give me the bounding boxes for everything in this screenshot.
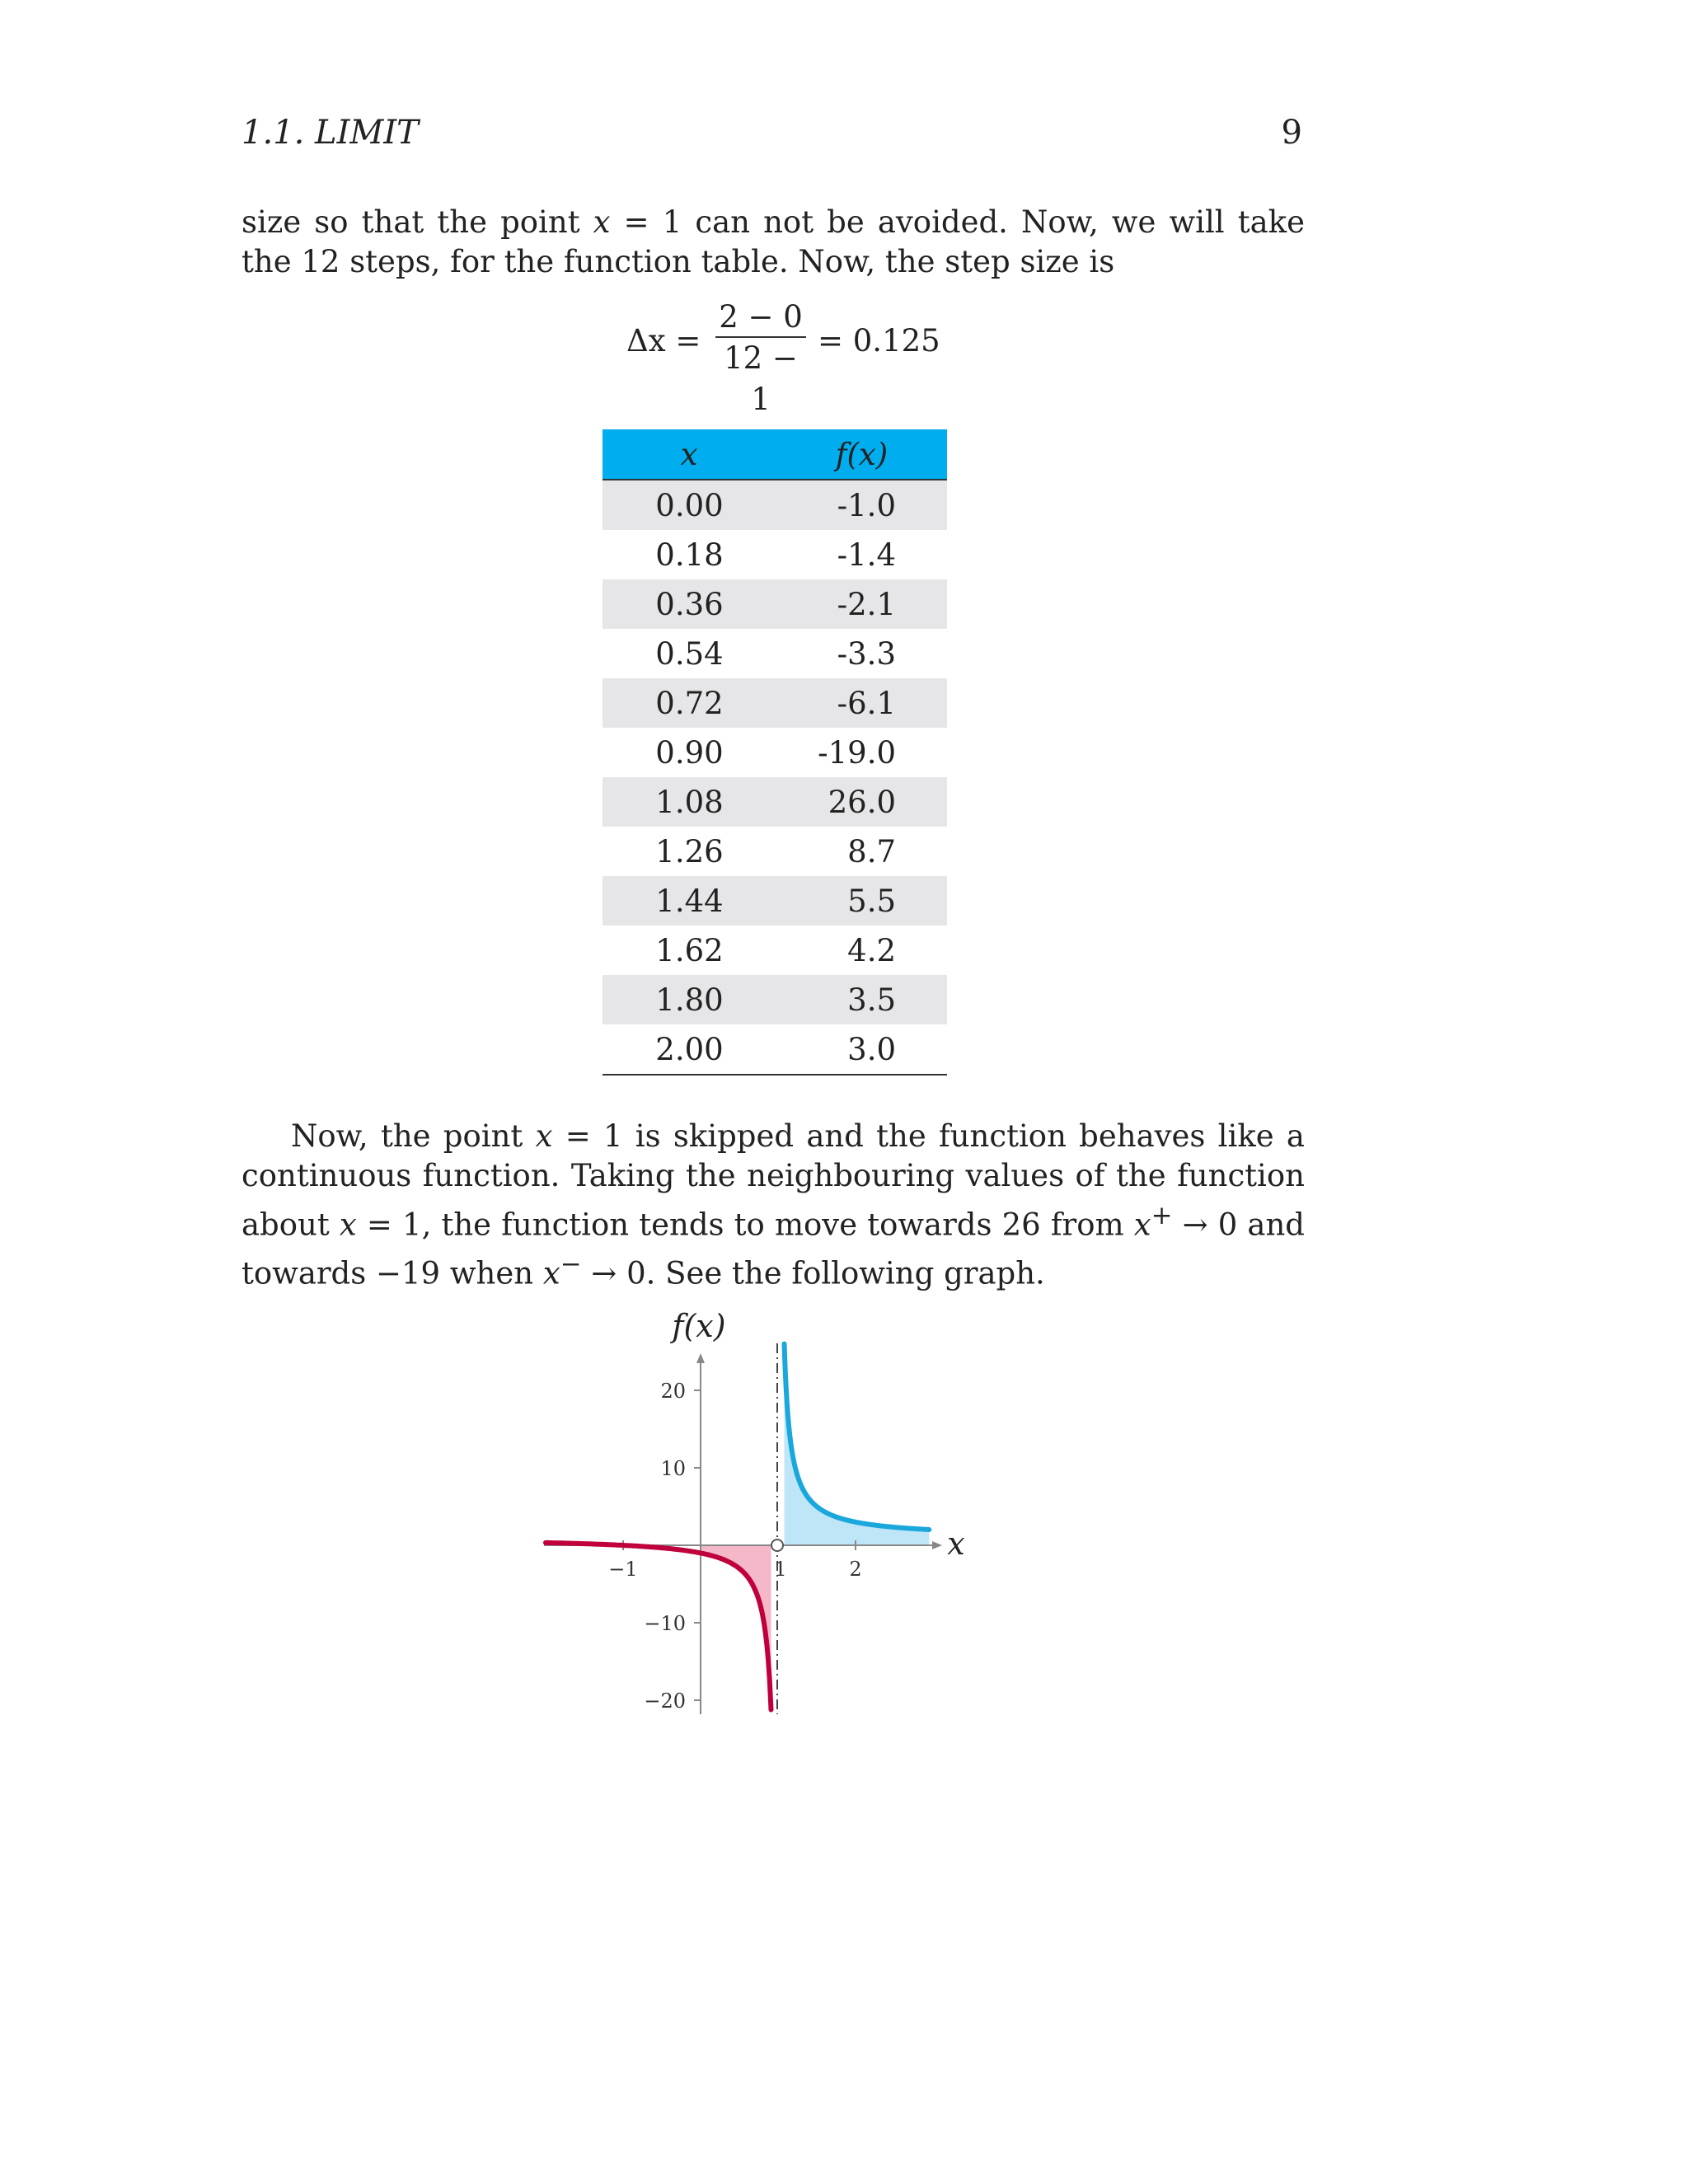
paragraph-step-size: size so that the point x = 1 can not be avoided. Now, we will take the 12 steps, for the function table. Now, the step size is	[241, 204, 1305, 279]
table-header-x: x	[603, 429, 776, 480]
cell-fx: 5.5	[776, 876, 947, 926]
table-row	[603, 975, 947, 1024]
function-table	[603, 429, 947, 1076]
cell-fx: -2.1	[776, 579, 947, 629]
cell-fx: -19.0	[818, 734, 896, 771]
table-row	[603, 876, 947, 926]
cell-fx: -3.3	[837, 635, 896, 672]
cell-fx: -1.4	[837, 537, 896, 573]
right-shaded-region	[785, 1344, 930, 1545]
x-tick-label: 1	[774, 1558, 787, 1581]
cell-x: 0.54	[655, 635, 724, 672]
table-header-fx: f(x)	[776, 429, 947, 480]
cell-x: 1.26	[655, 833, 724, 869]
step-size-equation	[626, 298, 956, 417]
equation-numerator: 2 − 0	[719, 299, 803, 335]
cell-fx: 4.2	[847, 932, 896, 968]
cell-x: 0.72	[603, 678, 776, 728]
table-row	[603, 777, 947, 827]
y-tick-label: −10	[644, 1612, 686, 1635]
y-tick-label: 20	[660, 1380, 686, 1403]
paragraph-explanation: Now, the point x = 1 is skipped and the function behaves like a continuous function. Taking the neighbouring values of the function about x = 1, the function tends to move towards 26 from x+ → 0 and towards −19 when x− → 0. See the following graph.	[241, 1118, 1305, 1291]
cell-x: 0.90	[655, 734, 724, 771]
cell-x: 1.80	[603, 975, 776, 1024]
table-row	[603, 827, 947, 876]
graph-svg	[528, 1277, 989, 1722]
cell-x: 1.62	[655, 932, 724, 968]
cell-x: 1.44	[603, 876, 776, 926]
cell-fx: 8.7	[847, 833, 896, 869]
table-row	[603, 629, 947, 678]
table-row	[603, 579, 947, 629]
function-graph	[528, 1277, 989, 1726]
cell-x: 1.08	[603, 777, 776, 827]
table-row	[603, 480, 947, 530]
table-row	[603, 530, 947, 579]
cell-x: 2.00	[655, 1031, 724, 1067]
x-axis-label: x	[947, 1526, 965, 1562]
table-row	[603, 678, 947, 728]
x-axis-arrow	[932, 1541, 942, 1549]
cell-fx: 3.5	[776, 975, 947, 1024]
cell-x: 0.18	[655, 537, 724, 573]
page-number: 9	[1281, 114, 1302, 152]
cell-x: 0.36	[603, 579, 776, 629]
equation-lhs: Δx =	[626, 323, 701, 359]
equation-fraction	[715, 298, 806, 417]
y-tick-label: −20	[644, 1690, 686, 1713]
y-axis-label: f(x)	[672, 1308, 726, 1344]
cell-x: 0.00	[603, 480, 776, 530]
cell-fx: -1.0	[776, 480, 947, 530]
cell-fx: 3.0	[847, 1031, 896, 1067]
cell-fx: -6.1	[776, 678, 947, 728]
y-tick-label: 10	[660, 1457, 686, 1480]
y-axis-arrow	[696, 1353, 705, 1363]
hole-marker	[771, 1540, 783, 1551]
cell-fx: 26.0	[776, 777, 947, 827]
equation-rhs: = 0.125	[818, 323, 940, 359]
table-row	[603, 1024, 947, 1075]
table-row	[603, 728, 947, 777]
equation-denominator: 12 − 1	[724, 340, 798, 417]
running-header-section: 1.1. LIMIT	[241, 114, 419, 152]
left-shaded-region	[701, 1545, 771, 1710]
x-tick-label: 2	[849, 1558, 862, 1581]
x-tick-label: −1	[608, 1558, 638, 1581]
table-row	[603, 926, 947, 975]
